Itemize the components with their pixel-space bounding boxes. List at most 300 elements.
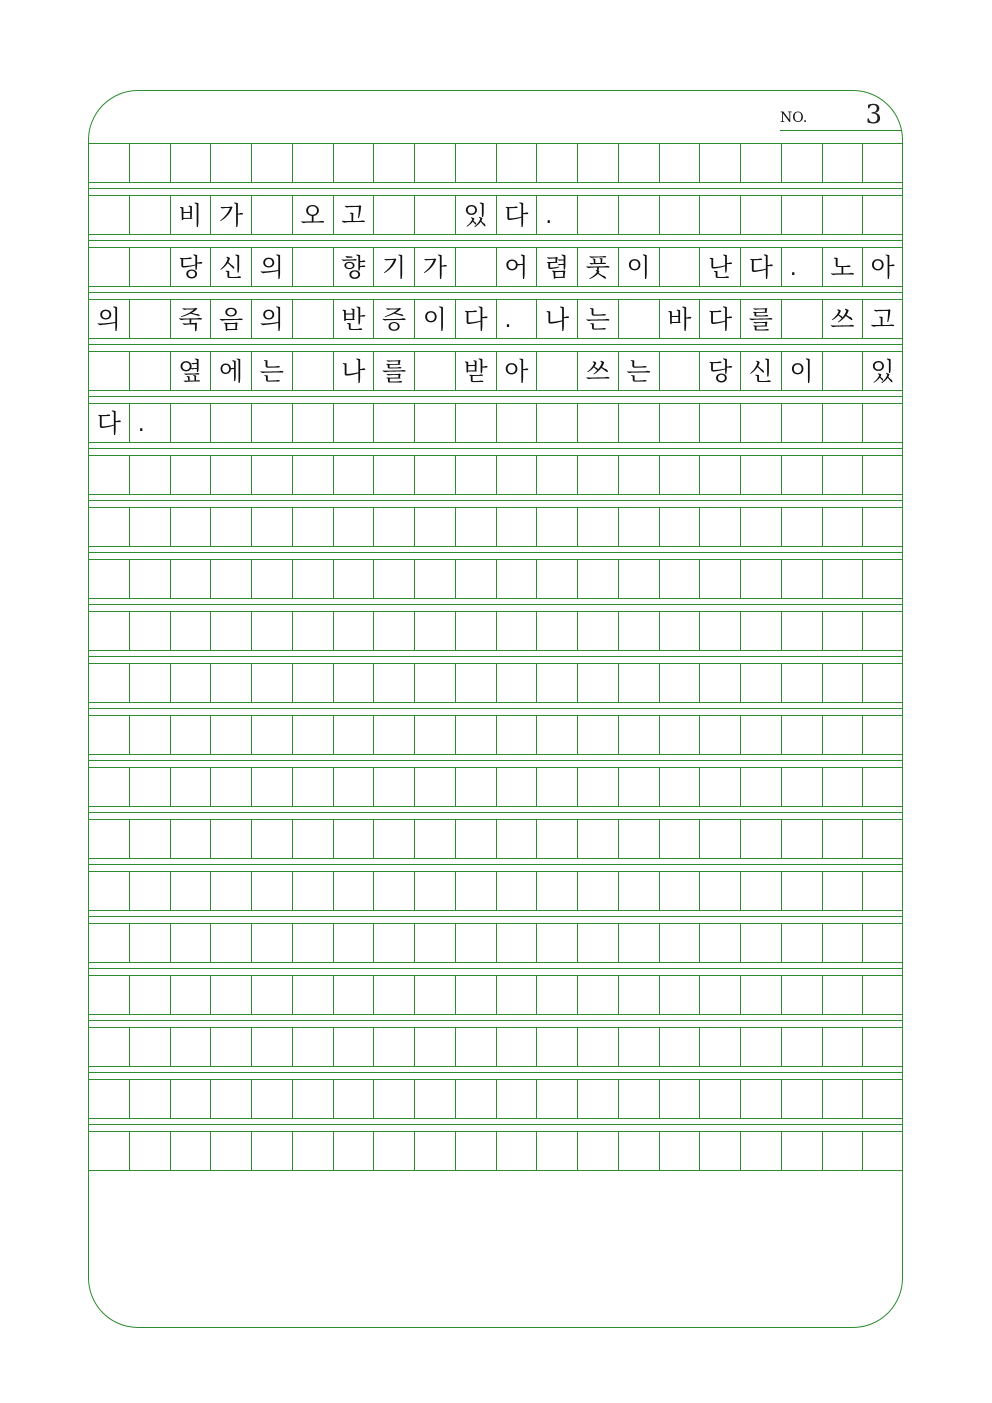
grid-cell	[251, 716, 292, 754]
grid-cell	[577, 456, 618, 494]
no-label: NO.	[780, 110, 808, 126]
grid-cell: 의	[251, 248, 292, 286]
grid-cell: 옆	[170, 352, 211, 390]
grid-cell	[536, 768, 577, 806]
grid-cell	[740, 1028, 781, 1066]
grid-cell	[781, 560, 822, 598]
grid-cell	[781, 664, 822, 702]
page-number-underline	[780, 130, 902, 131]
grid-cell	[88, 196, 129, 234]
grid-cell	[659, 508, 700, 546]
grid-cell	[659, 664, 700, 702]
grid-cell	[129, 1132, 170, 1170]
grid-cell	[210, 768, 251, 806]
grid-cell	[455, 924, 496, 962]
grid-cell	[496, 456, 537, 494]
grid-cell	[536, 820, 577, 858]
grid-cell	[129, 248, 170, 286]
grid-cell	[333, 924, 374, 962]
grid-cell	[170, 716, 211, 754]
grid-cell	[659, 612, 700, 650]
grid-cell	[618, 976, 659, 1014]
grid-cell	[781, 1080, 822, 1118]
grid-cell	[373, 560, 414, 598]
grid-cell	[88, 820, 129, 858]
grid-cell	[455, 248, 496, 286]
grid-cell	[740, 144, 781, 182]
grid-cell	[740, 716, 781, 754]
grid-cell	[414, 196, 455, 234]
grid-cell	[210, 404, 251, 442]
grid-cell	[699, 508, 740, 546]
grid-cell	[740, 872, 781, 910]
grid-cell: .	[536, 196, 577, 234]
grid-cell: 받	[455, 352, 496, 390]
grid-cell	[414, 872, 455, 910]
grid-cell	[292, 976, 333, 1014]
grid-cell	[577, 1132, 618, 1170]
grid-cell	[292, 456, 333, 494]
grid-cell	[455, 664, 496, 702]
grid-cell: 향	[333, 248, 374, 286]
grid-cell	[536, 664, 577, 702]
grid-cell	[822, 144, 863, 182]
grid-cell	[292, 404, 333, 442]
grid-cell: 음	[210, 300, 251, 338]
grid-row	[88, 507, 903, 547]
grid-cell	[251, 664, 292, 702]
grid-row	[88, 923, 903, 963]
grid-row	[88, 247, 903, 287]
grid-cell	[251, 404, 292, 442]
grid-cell	[333, 612, 374, 650]
grid-cell	[88, 1132, 129, 1170]
grid-cell	[618, 560, 659, 598]
grid-cell	[251, 872, 292, 910]
grid-cell	[862, 508, 903, 546]
grid-cell	[618, 820, 659, 858]
grid-cell	[659, 456, 700, 494]
grid-cell	[496, 144, 537, 182]
grid-cell	[577, 1080, 618, 1118]
grid-cell: 에	[210, 352, 251, 390]
grid-cell	[781, 300, 822, 338]
grid-cell	[455, 976, 496, 1014]
grid-cell: 고	[333, 196, 374, 234]
grid-cell	[536, 352, 577, 390]
grid-cell	[659, 248, 700, 286]
grid-cell	[618, 144, 659, 182]
grid-cell	[862, 144, 903, 182]
grid-cell	[129, 456, 170, 494]
grid-cell	[88, 716, 129, 754]
grid-cell	[129, 144, 170, 182]
grid-cell	[618, 1080, 659, 1118]
grid-cell	[251, 560, 292, 598]
grid-cell	[129, 560, 170, 598]
grid-cell	[699, 456, 740, 494]
grid-cell	[822, 196, 863, 234]
grid-cell	[536, 1028, 577, 1066]
grid-cell	[781, 716, 822, 754]
grid-row	[88, 1079, 903, 1119]
grid-cell	[88, 664, 129, 702]
grid-cell	[333, 1132, 374, 1170]
grid-cell	[781, 924, 822, 962]
grid-cell	[862, 1080, 903, 1118]
grid-cell	[414, 456, 455, 494]
grid-cell	[210, 612, 251, 650]
grid-cell	[414, 820, 455, 858]
grid-cell	[333, 872, 374, 910]
grid-cell	[414, 768, 455, 806]
grid-cell: .	[781, 248, 822, 286]
grid-cell	[170, 456, 211, 494]
grid-cell	[373, 404, 414, 442]
grid-cell	[414, 560, 455, 598]
grid-cell	[740, 560, 781, 598]
grid-cell	[496, 508, 537, 546]
grid-cell	[822, 352, 863, 390]
grid-cell	[659, 560, 700, 598]
grid-cell	[292, 1080, 333, 1118]
grid-cell	[699, 1080, 740, 1118]
grid-cell	[781, 612, 822, 650]
grid-cell	[740, 768, 781, 806]
grid-cell	[822, 508, 863, 546]
grid-cell	[577, 820, 618, 858]
grid-cell	[536, 404, 577, 442]
grid-cell: 비	[170, 196, 211, 234]
grid-cell: 쓰	[822, 300, 863, 338]
grid-cell	[699, 664, 740, 702]
grid-cell	[170, 820, 211, 858]
grid-row	[88, 403, 903, 443]
grid-cell	[129, 1028, 170, 1066]
grid-cell	[496, 768, 537, 806]
grid-cell	[496, 716, 537, 754]
grid-cell: 노	[822, 248, 863, 286]
grid-cell	[455, 612, 496, 650]
grid-cell: 당	[699, 352, 740, 390]
grid-cell	[129, 196, 170, 234]
grid-row	[88, 195, 903, 235]
grid-cell	[333, 560, 374, 598]
grid-cell	[414, 612, 455, 650]
grid-cell	[170, 664, 211, 702]
grid-cell	[659, 1080, 700, 1118]
grid-cell	[292, 248, 333, 286]
grid-row	[88, 871, 903, 911]
grid-cell	[699, 144, 740, 182]
grid-cell: 의	[251, 300, 292, 338]
grid-cell	[781, 872, 822, 910]
grid-cell	[88, 924, 129, 962]
grid-cell	[129, 820, 170, 858]
grid-cell	[862, 196, 903, 234]
grid-cell: 있	[455, 196, 496, 234]
grid-cell: 다	[455, 300, 496, 338]
grid-cell	[659, 976, 700, 1014]
grid-cell	[373, 1080, 414, 1118]
grid-cell	[862, 976, 903, 1014]
grid-cell	[373, 508, 414, 546]
grid-cell	[455, 872, 496, 910]
grid-cell	[88, 144, 129, 182]
grid-cell	[414, 508, 455, 546]
grid-cell	[210, 1080, 251, 1118]
grid-cell	[373, 768, 414, 806]
grid-cell	[659, 768, 700, 806]
grid-cell	[170, 872, 211, 910]
grid-cell	[822, 560, 863, 598]
grid-cell	[251, 1080, 292, 1118]
grid-cell	[333, 768, 374, 806]
grid-cell	[88, 872, 129, 910]
grid-cell	[659, 924, 700, 962]
grid-cell: 는	[577, 300, 618, 338]
grid-cell: 다	[496, 196, 537, 234]
grid-cell: 는	[251, 352, 292, 390]
grid-cell: 반	[333, 300, 374, 338]
grid-cell: 기	[373, 248, 414, 286]
grid-cell	[292, 872, 333, 910]
grid-cell	[496, 612, 537, 650]
manuscript-grid	[88, 143, 903, 1183]
grid-cell	[88, 508, 129, 546]
grid-cell	[292, 352, 333, 390]
grid-cell	[618, 716, 659, 754]
grid-cell	[414, 976, 455, 1014]
grid-row	[88, 455, 903, 495]
grid-cell	[822, 1028, 863, 1066]
grid-cell	[414, 144, 455, 182]
grid-cell	[88, 248, 129, 286]
grid-cell	[536, 508, 577, 546]
grid-cell	[129, 924, 170, 962]
grid-cell	[699, 612, 740, 650]
grid-cell	[496, 820, 537, 858]
grid-cell	[251, 820, 292, 858]
grid-cell	[210, 820, 251, 858]
grid-cell: 이	[618, 248, 659, 286]
grid-cell	[822, 1132, 863, 1170]
grid-cell	[699, 404, 740, 442]
grid-cell	[577, 976, 618, 1014]
grid-cell	[455, 1132, 496, 1170]
grid-cell	[129, 976, 170, 1014]
grid-cell	[699, 924, 740, 962]
grid-cell	[740, 612, 781, 650]
grid-cell	[210, 1028, 251, 1066]
grid-cell	[170, 404, 211, 442]
grid-cell: 이	[781, 352, 822, 390]
grid-cell: 가	[210, 196, 251, 234]
grid-cell: 어	[496, 248, 537, 286]
grid-cell	[862, 716, 903, 754]
grid-cell: .	[496, 300, 537, 338]
grid-cell	[333, 508, 374, 546]
grid-cell	[170, 1028, 211, 1066]
grid-cell	[210, 976, 251, 1014]
grid-cell	[88, 612, 129, 650]
grid-cell	[577, 872, 618, 910]
grid-cell	[699, 196, 740, 234]
grid-row	[88, 351, 903, 391]
grid-cell	[577, 768, 618, 806]
grid-cell	[455, 560, 496, 598]
grid-cell	[373, 456, 414, 494]
grid-cell	[292, 768, 333, 806]
grid-cell	[333, 976, 374, 1014]
grid-cell	[659, 716, 700, 754]
grid-cell	[455, 404, 496, 442]
grid-cell	[781, 820, 822, 858]
grid-cell	[170, 612, 211, 650]
grid-cell	[373, 144, 414, 182]
grid-cell	[251, 768, 292, 806]
grid-cell	[496, 404, 537, 442]
grid-cell	[129, 716, 170, 754]
grid-cell	[781, 404, 822, 442]
grid-cell: 오	[292, 196, 333, 234]
grid-cell	[659, 352, 700, 390]
grid-row	[88, 559, 903, 599]
grid-cell	[496, 1080, 537, 1118]
grid-cell	[170, 1080, 211, 1118]
grid-cell	[822, 1080, 863, 1118]
grid-cell	[577, 924, 618, 962]
grid-cell	[577, 196, 618, 234]
grid-cell	[740, 820, 781, 858]
grid-cell	[618, 612, 659, 650]
grid-cell	[577, 1028, 618, 1066]
grid-cell	[577, 560, 618, 598]
grid-cell	[170, 560, 211, 598]
grid-cell	[822, 820, 863, 858]
grid-cell	[577, 612, 618, 650]
grid-cell	[536, 144, 577, 182]
grid-cell	[333, 716, 374, 754]
grid-cell	[618, 924, 659, 962]
grid-cell	[781, 1028, 822, 1066]
grid-cell	[740, 508, 781, 546]
grid-cell	[414, 1080, 455, 1118]
grid-cell	[88, 1080, 129, 1118]
grid-cell	[699, 872, 740, 910]
page-number: 3	[865, 100, 882, 130]
grid-cell	[333, 144, 374, 182]
grid-cell	[577, 664, 618, 702]
grid-cell	[373, 716, 414, 754]
grid-cell	[822, 456, 863, 494]
grid-cell	[170, 508, 211, 546]
grid-cell	[822, 612, 863, 650]
grid-cell	[455, 716, 496, 754]
grid-cell	[536, 924, 577, 962]
grid-cell	[414, 716, 455, 754]
grid-cell	[210, 872, 251, 910]
grid-cell	[862, 664, 903, 702]
grid-cell: 난	[699, 248, 740, 286]
grid-cell	[618, 664, 659, 702]
grid-cell	[455, 508, 496, 546]
grid-cell	[129, 612, 170, 650]
grid-cell	[88, 560, 129, 598]
grid-cell	[618, 404, 659, 442]
grid-cell	[373, 976, 414, 1014]
grid-cell	[210, 508, 251, 546]
grid-cell: 증	[373, 300, 414, 338]
grid-cell	[170, 768, 211, 806]
grid-cell	[496, 1132, 537, 1170]
grid-cell: 쓰	[577, 352, 618, 390]
grid-cell	[170, 924, 211, 962]
grid-cell	[577, 404, 618, 442]
grid-cell: 를	[740, 300, 781, 338]
grid-cell	[251, 976, 292, 1014]
grid-cell	[862, 872, 903, 910]
grid-cell	[373, 1028, 414, 1066]
grid-cell	[414, 352, 455, 390]
grid-cell	[496, 1028, 537, 1066]
grid-cell	[129, 508, 170, 546]
grid-cell	[292, 716, 333, 754]
grid-cell	[781, 144, 822, 182]
grid-cell	[292, 144, 333, 182]
grid-cell	[333, 1028, 374, 1066]
grid-cell	[536, 612, 577, 650]
grid-cell	[618, 300, 659, 338]
grid-cell	[414, 924, 455, 962]
grid-cell: 아	[862, 248, 903, 286]
grid-cell	[862, 404, 903, 442]
grid-row	[88, 663, 903, 703]
grid-cell	[455, 1028, 496, 1066]
grid-cell	[822, 404, 863, 442]
grid-cell	[373, 820, 414, 858]
grid-cell	[333, 456, 374, 494]
grid-cell	[618, 1132, 659, 1170]
grid-cell: 나	[333, 352, 374, 390]
grid-cell: 당	[170, 248, 211, 286]
grid-cell	[618, 196, 659, 234]
grid-cell: 나	[536, 300, 577, 338]
grid-cell	[210, 456, 251, 494]
grid-cell: 바	[659, 300, 700, 338]
grid-cell	[292, 560, 333, 598]
grid-cell	[659, 196, 700, 234]
grid-cell	[210, 1132, 251, 1170]
grid-cell: 아	[496, 352, 537, 390]
grid-cell	[455, 456, 496, 494]
grid-cell	[536, 456, 577, 494]
grid-cell	[373, 196, 414, 234]
grid-cell	[618, 456, 659, 494]
grid-cell	[822, 716, 863, 754]
grid-cell	[699, 820, 740, 858]
grid-cell	[251, 196, 292, 234]
grid-cell	[536, 716, 577, 754]
grid-cell	[496, 560, 537, 598]
grid-cell	[88, 976, 129, 1014]
grid-cell	[659, 404, 700, 442]
grid-cell	[210, 560, 251, 598]
grid-cell	[251, 456, 292, 494]
grid-cell	[740, 404, 781, 442]
grid-cell	[577, 508, 618, 546]
grid-cell	[781, 976, 822, 1014]
